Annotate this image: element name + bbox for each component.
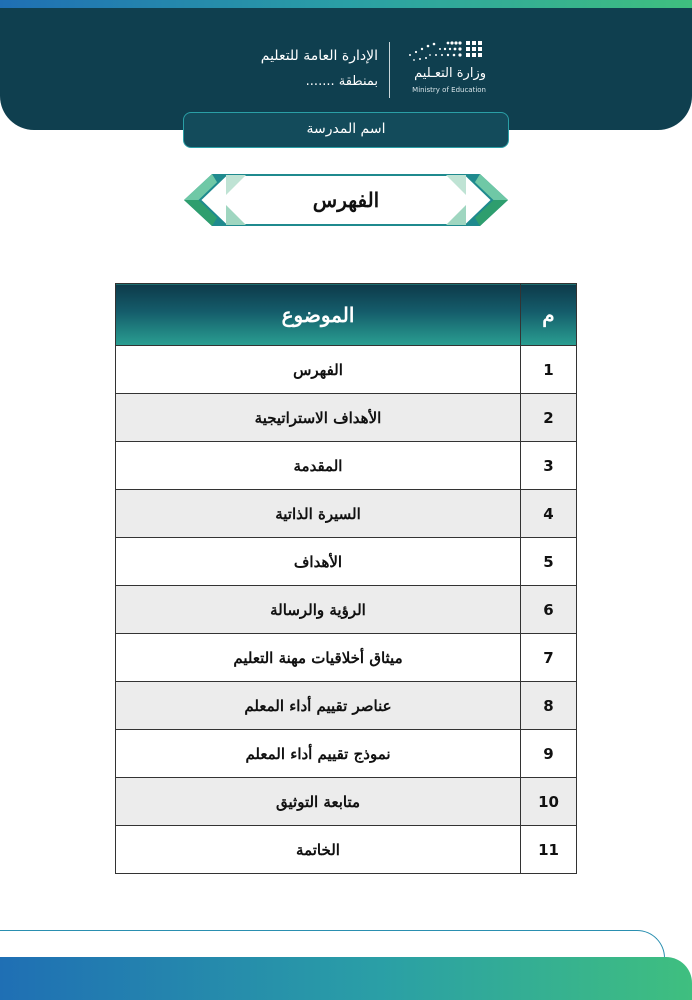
row-topic: الأهداف الاستراتيجية [116,394,521,442]
row-number: 6 [521,586,577,634]
table-row [116,634,577,682]
row-number: 11 [521,826,577,874]
footer-gradient-bar [0,957,692,1000]
administration-title: الإدارة العامة للتعليم [260,48,378,64]
table-header-row [116,284,577,346]
row-topic: المقدمة [116,442,521,490]
row-topic: الفهرس [116,346,521,394]
row-number: 4 [521,490,577,538]
region-label: بمنطقة ....... [305,74,378,89]
row-number: 3 [521,442,577,490]
table-row [116,442,577,490]
table-row [116,586,577,634]
ministry-name-arabic: وزارة التعـليم [414,66,486,81]
row-topic: عناصر تقييم أداء المعلم [116,682,521,730]
ministry-logo [400,38,490,104]
table-row [116,538,577,586]
school-name-box: اسم المدرسة [183,112,509,148]
header-content [220,38,490,108]
row-number: 9 [521,730,577,778]
table-row [116,730,577,778]
row-number: 2 [521,394,577,442]
table-row [116,682,577,730]
table-row [116,394,577,442]
column-header-number: م [521,284,577,346]
index-title: الفهرس [312,188,380,212]
row-number: 10 [521,778,577,826]
logo-divider [389,42,390,98]
row-topic: الرؤية والرسالة [116,586,521,634]
row-topic: السيرة الذاتية [116,490,521,538]
table-row [116,826,577,874]
row-topic: الخاتمة [116,826,521,874]
row-number: 8 [521,682,577,730]
row-topic: الأهداف [116,538,521,586]
table-row [116,778,577,826]
row-topic: ميثاق أخلاقيات مهنة التعليم [116,634,521,682]
ministry-dots-icon [406,40,484,62]
row-number: 7 [521,634,577,682]
table-row [116,490,577,538]
row-topic: نموذج تقييم أداء المعلم [116,730,521,778]
row-number: 5 [521,538,577,586]
table-row [116,346,577,394]
row-number: 1 [521,346,577,394]
column-header-topic: الموضوع [116,284,521,346]
row-topic: متابعة التوثيق [116,778,521,826]
ministry-name-english: Ministry of Education [412,86,486,94]
table-of-contents [115,283,577,874]
